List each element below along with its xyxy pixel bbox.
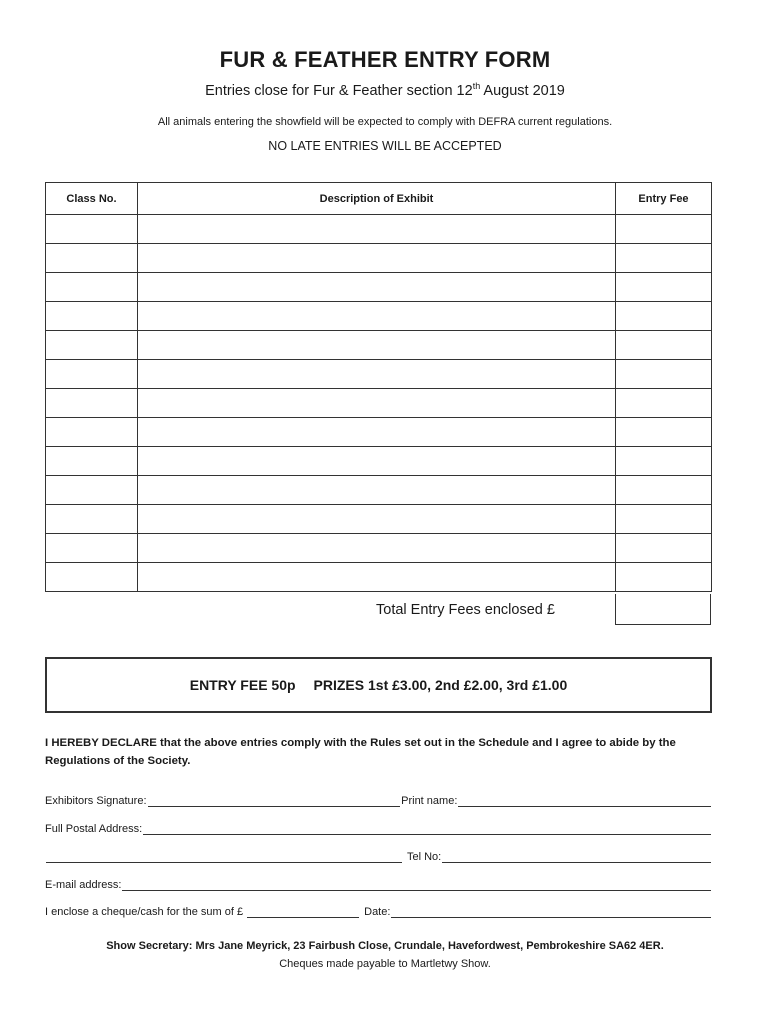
table-row — [46, 331, 712, 360]
address-field-line2[interactable] — [46, 850, 402, 863]
address-field[interactable] — [143, 822, 711, 835]
entries-table — [45, 182, 712, 592]
declaration-text: I HEREBY DECLARE that the above entries comply with the Rules set out in the Schedule and I agree to abide by the Regulations of the Society. — [45, 737, 676, 767]
table-row — [46, 389, 712, 418]
email-label: E-mail address: — [45, 879, 122, 891]
entry-fee-cell[interactable] — [616, 447, 712, 476]
defra-notice: All animals entering the showfield will be expected to comply with DEFRA current regulations. — [157, 116, 613, 128]
description-cell[interactable] — [138, 418, 616, 447]
entry-fee-cell[interactable] — [616, 302, 712, 331]
class-no-cell[interactable] — [46, 505, 138, 534]
entry-fee-cell[interactable] — [616, 389, 712, 418]
entry-fee-cell[interactable] — [616, 563, 712, 592]
table-row — [46, 418, 712, 447]
cheque-amount-field[interactable] — [247, 905, 359, 918]
entry-fee-text: ENTRY FEE 50p — [189, 677, 296, 693]
description-cell[interactable] — [138, 389, 616, 418]
tel-field[interactable] — [442, 850, 711, 863]
description-cell[interactable] — [138, 215, 616, 244]
entry-fee-cell[interactable] — [616, 215, 712, 244]
entry-fee-cell[interactable] — [616, 418, 712, 447]
entry-fee-cell[interactable] — [616, 273, 712, 302]
closing-date-notice: Entries close for Fur & Feather section 12th August 2019 — [205, 81, 565, 99]
prizes-text: PRIZES 1st £3.00, 2nd £2.00, 3rd £1.00 — [313, 677, 568, 693]
entry-fee-cell[interactable] — [616, 331, 712, 360]
print-name-field[interactable] — [458, 794, 711, 807]
table-row — [46, 244, 712, 273]
no-late-entries-notice: NO LATE ENTRIES WILL BE ACCEPTED — [268, 139, 502, 153]
column-header-class: Class No. — [46, 183, 138, 215]
email-row — [45, 875, 712, 891]
cheque-row — [45, 902, 712, 918]
entry-fee-cell[interactable] — [616, 476, 712, 505]
date-field[interactable] — [391, 905, 711, 918]
table-header-row — [46, 183, 712, 215]
signature-row — [45, 791, 712, 807]
description-cell[interactable] — [138, 563, 616, 592]
column-header-description: Description of Exhibit — [138, 183, 616, 215]
total-fees-label: Total Entry Fees enclosed £ — [376, 602, 555, 618]
date-label: Date: — [364, 906, 391, 918]
class-no-cell[interactable] — [46, 476, 138, 505]
column-header-fee: Entry Fee — [616, 183, 712, 215]
class-no-cell[interactable] — [46, 273, 138, 302]
class-no-cell[interactable] — [46, 563, 138, 592]
class-no-cell[interactable] — [46, 215, 138, 244]
signature-field[interactable] — [148, 794, 401, 807]
cheque-label: I enclose a cheque/cash for the sum of £ — [45, 906, 244, 918]
email-field[interactable] — [122, 878, 711, 891]
table-row — [46, 505, 712, 534]
description-cell[interactable] — [138, 534, 616, 563]
description-cell[interactable] — [138, 505, 616, 534]
table-row — [46, 534, 712, 563]
table-row — [46, 273, 712, 302]
show-secretary-info: Show Secretary: Mrs Jane Meyrick, 23 Fairbush Close, Crundale, Havefordwest, Pembrokeshire SA62 4ER. — [106, 940, 664, 952]
description-cell[interactable] — [138, 302, 616, 331]
class-no-cell[interactable] — [46, 331, 138, 360]
print-name-label: Print name: — [401, 795, 458, 807]
address-row — [45, 819, 712, 835]
description-cell[interactable] — [138, 244, 616, 273]
class-no-cell[interactable] — [46, 302, 138, 331]
description-cell[interactable] — [138, 360, 616, 389]
class-no-cell[interactable] — [46, 418, 138, 447]
description-cell[interactable] — [138, 273, 616, 302]
address-label: Full Postal Address: — [45, 823, 143, 835]
class-no-cell[interactable] — [46, 244, 138, 273]
address-tel-row — [45, 847, 712, 863]
entry-fee-cell[interactable] — [616, 244, 712, 273]
description-cell[interactable] — [138, 476, 616, 505]
form-title: FUR & FEATHER ENTRY FORM — [219, 47, 551, 72]
entry-fee-cell[interactable] — [616, 360, 712, 389]
tel-label: Tel No: — [407, 851, 442, 863]
class-no-cell[interactable] — [46, 360, 138, 389]
table-row — [46, 360, 712, 389]
total-fees-field[interactable] — [615, 594, 711, 625]
table-row — [46, 563, 712, 592]
table-row — [46, 476, 712, 505]
entry-fee-cell[interactable] — [616, 505, 712, 534]
description-cell[interactable] — [138, 447, 616, 476]
table-row — [46, 215, 712, 244]
class-no-cell[interactable] — [46, 534, 138, 563]
description-cell[interactable] — [138, 331, 616, 360]
fee-prize-box — [45, 657, 712, 713]
class-no-cell[interactable] — [46, 389, 138, 418]
cheque-payable-note: Cheques made payable to Martletwy Show. — [279, 958, 491, 970]
signature-label: Exhibitors Signature: — [45, 795, 147, 807]
entry-fee-cell[interactable] — [616, 534, 712, 563]
table-row — [46, 302, 712, 331]
table-row — [46, 447, 712, 476]
class-no-cell[interactable] — [46, 447, 138, 476]
